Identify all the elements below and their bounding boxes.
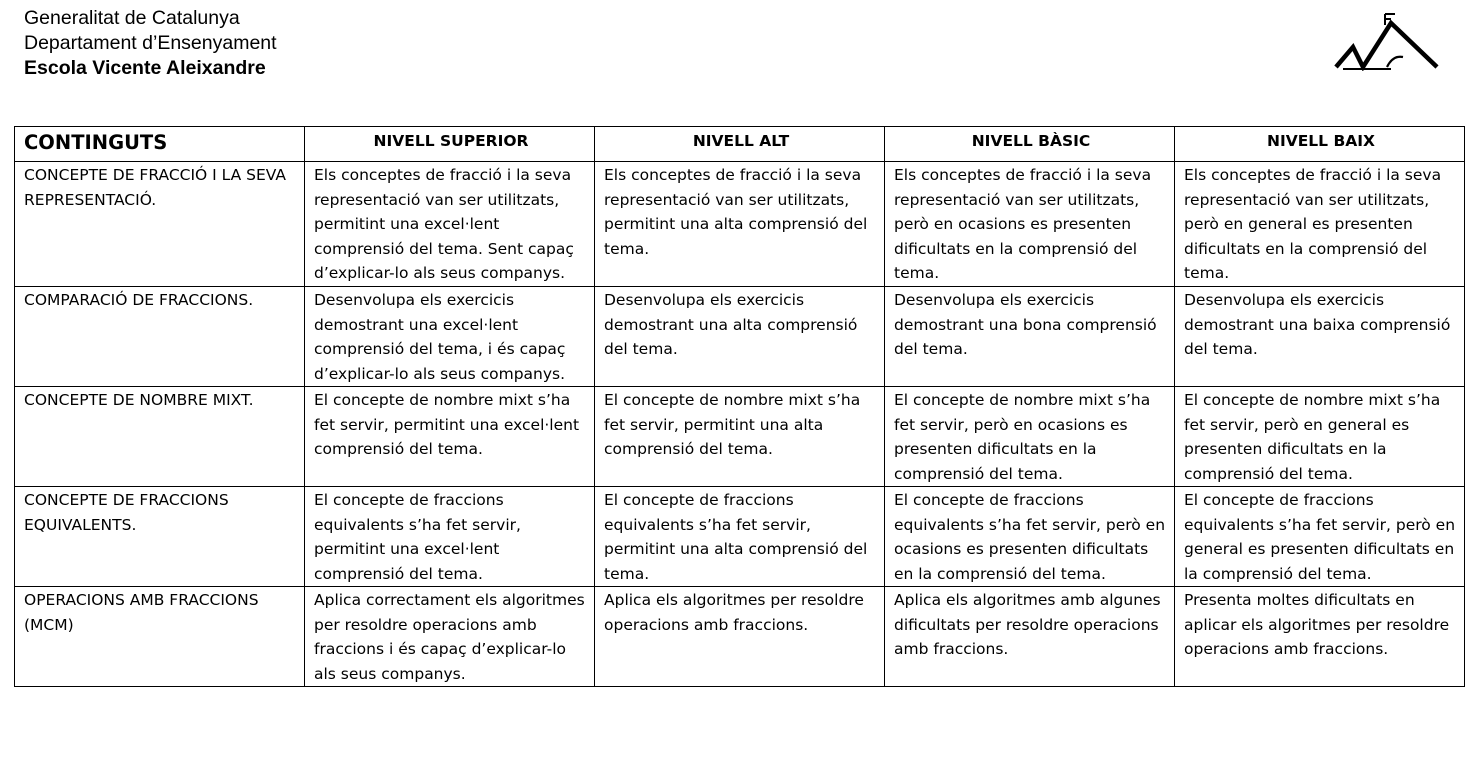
cell-baix: El concepte de nombre mixt s’ha fet servir, però en general es presenten dificultats en la comprensió del tema. (1175, 387, 1465, 487)
table-row (15, 487, 1465, 587)
cell-content: OPERACIONS AMB FRACCIONS (MCM) (15, 587, 305, 687)
cell-basic: El concepte de fraccions equivalents s’ha fet servir, però en ocasions es presenten dificultats en la comprensió del tema. (885, 487, 1175, 587)
table-row (15, 587, 1465, 687)
cell-content: CONCEPTE DE FRACCIONS EQUIVALENTS. (15, 487, 305, 587)
document-header (24, 6, 277, 81)
cell-content: CONCEPTE DE NOMBRE MIXT. (15, 387, 305, 487)
cell-superior: Desenvolupa els exercicis demostrant una excel·lent comprensió del tema, i és capaç d’explicar-lo als seus companys. (305, 287, 595, 387)
cell-basic: Aplica els algoritmes amb algunes dificultats per resoldre operacions amb fraccions. (885, 587, 1175, 687)
cell-content: COMPARACIÓ DE FRACCIONS. (15, 287, 305, 387)
header-continguts: CONTINGUTS (15, 127, 305, 162)
table-row (15, 387, 1465, 487)
cell-alt: El concepte de nombre mixt s’ha fet servir, permitint una alta comprensió del tema. (595, 387, 885, 487)
cell-baix: Desenvolupa els exercicis demostrant una baixa comprensió del tema. (1175, 287, 1465, 387)
cell-alt: Desenvolupa els exercicis demostrant una alta comprensió del tema. (595, 287, 885, 387)
cell-alt: El concepte de fraccions equivalents s’ha fet servir, permitint una alta comprensió del tema. (595, 487, 885, 587)
header-departament: Departament d’Ensenyament (24, 32, 277, 54)
school-logo-icon (1333, 11, 1441, 71)
table-row (15, 162, 1465, 287)
cell-superior: El concepte de nombre mixt s’ha fet servir, permitint una excel·lent comprensió del tema. (305, 387, 595, 487)
cell-superior: El concepte de fraccions equivalents s’ha fet servir, permitint una excel·lent comprensió del tema. (305, 487, 595, 587)
cell-baix: Els conceptes de fracció i la seva representació van ser utilitzats, però en general es presenten dificultats en la comprensió del tema. (1175, 162, 1465, 287)
cell-basic: Els conceptes de fracció i la seva representació van ser utilitzats, però en ocasions es presenten dificultats en la comprensió del tema. (885, 162, 1175, 287)
header-nivell-superior: NIVELL SUPERIOR (305, 127, 595, 162)
header-school-name: Escola Vicente Aleixandre (24, 57, 266, 79)
cell-superior: Aplica correctament els algoritmes per resoldre operacions amb fraccions i és capaç d’explicar-lo als seus companys. (305, 587, 595, 687)
cell-baix: Presenta moltes dificultats en aplicar els algoritmes per resoldre operacions amb fraccions. (1175, 587, 1465, 687)
header-generalitat: Generalitat de Catalunya (24, 7, 240, 29)
cell-basic: Desenvolupa els exercicis demostrant una bona comprensió del tema. (885, 287, 1175, 387)
cell-alt: Aplica els algoritmes per resoldre operacions amb fraccions. (595, 587, 885, 687)
assessment-rubric-table (14, 126, 1465, 687)
cell-alt: Els conceptes de fracció i la seva representació van ser utilitzats, permitint una alta comprensió del tema. (595, 162, 885, 287)
cell-baix: El concepte de fraccions equivalents s’ha fet servir, però en general es presenten dificultats en la comprensió del tema. (1175, 487, 1465, 587)
cell-content: CONCEPTE DE FRACCIÓ I LA SEVA REPRESENTACIÓ. (15, 162, 305, 287)
table-header-row (15, 127, 1465, 162)
cell-superior: Els conceptes de fracció i la seva representació van ser utilitzats, permitint una excel·lent comprensió del tema. Sent capaç d’explicar-lo als seus companys. (305, 162, 595, 287)
cell-basic: El concepte de nombre mixt s’ha fet servir, però en ocasions es presenten dificultats en la comprensió del tema. (885, 387, 1175, 487)
header-nivell-alt: NIVELL ALT (595, 127, 885, 162)
header-nivell-baix: NIVELL BAIX (1175, 127, 1465, 162)
table-row (15, 287, 1465, 387)
header-nivell-basic: NIVELL BÀSIC (885, 127, 1175, 162)
